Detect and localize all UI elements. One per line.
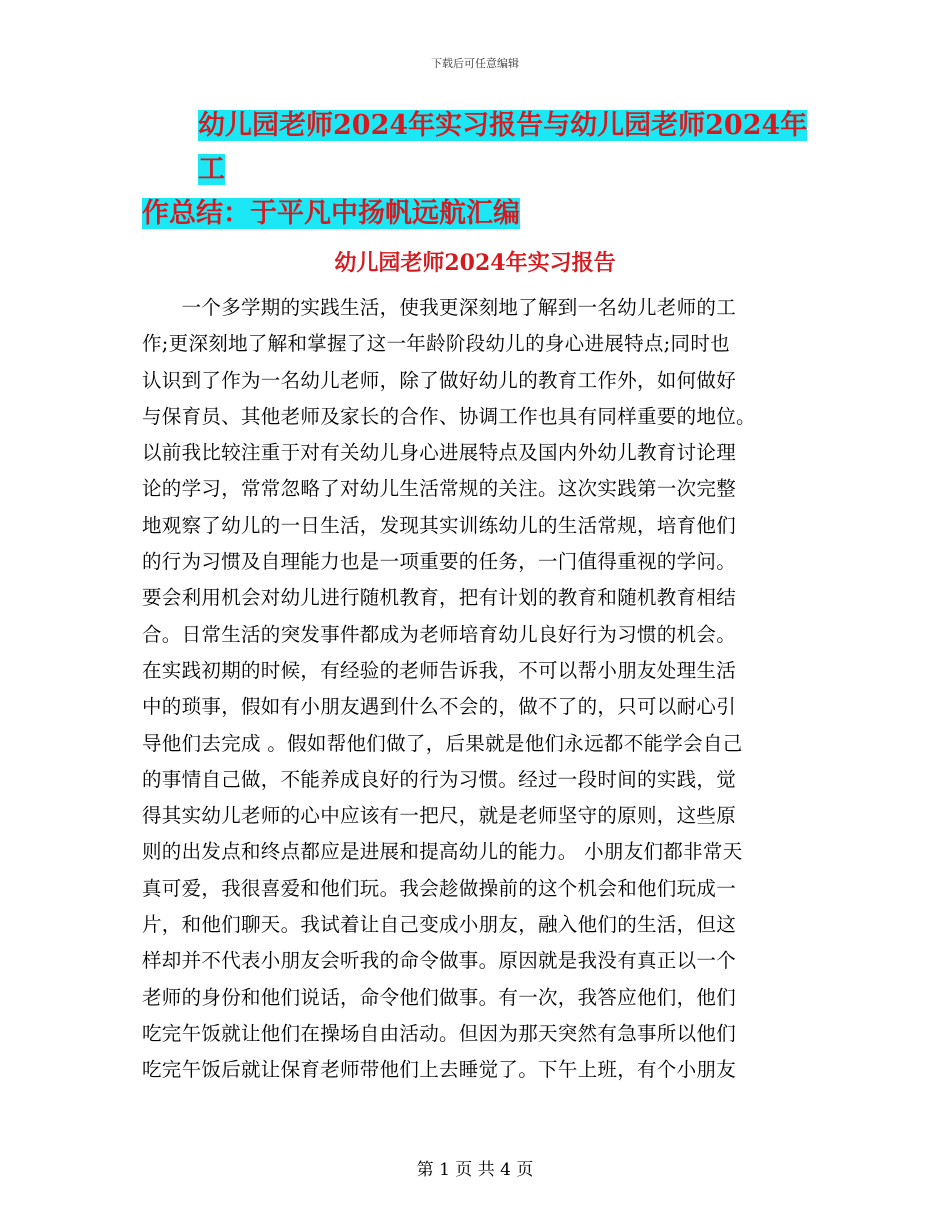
body-line: 以前我比较注重于对有关幼儿身心进展特点及国内外幼儿教育讨论理 <box>142 441 737 465</box>
section-title: 幼儿园老师2024年实习报告 <box>334 250 616 276</box>
title-line-2 <box>142 192 822 236</box>
body-line: 一个多学期的实践生活，使我更深刻地了解到一名幼儿老师的工 <box>142 296 737 319</box>
body-line: 地观察了幼儿的一日生活，发现其实训练幼儿的生活常规，培育他们 <box>142 513 737 537</box>
body-line: 认识到了作为一名幼儿老师，除了做好幼儿的教育工作外，如何做好 <box>142 368 737 392</box>
body-line: 片，和他们聊天。我试着让自己变成小朋友，融入他们的生活，但这 <box>142 913 737 937</box>
body-text <box>142 290 810 1089</box>
body-line: 要会利用机会对幼儿进行随机教育，把有计划的教育和随机教育相结 <box>142 586 737 610</box>
body-line: 吃完午饭后就让保育老师带他们上去睡觉了。下午上班，有个小朋友 <box>142 1058 737 1082</box>
body-line: 得其实幼儿老师的心中应该有一把尺，就是老师坚守的原则，这些原 <box>142 804 737 828</box>
body-line: 样却并不代表小朋友会听我的命令做事。原因就是我没有真正以一个 <box>142 949 737 973</box>
body-line: 中的琐事，假如有小朋友遇到什么不会的，做不了的，只可以耐心引 <box>142 695 737 719</box>
title-line-1 <box>142 104 822 192</box>
body-line: 论的学习，常常忽略了对幼儿生活常规的关注。这次实践第一次完整 <box>142 477 737 501</box>
body-line: 的事情自己做，不能养成良好的行为习惯。经过一段时间的实践，觉 <box>142 767 737 791</box>
title-line-1-text: 幼儿园老师2024年实习报告与幼儿园老师2024年工 <box>198 110 808 185</box>
body-line: 则的出发点和终点都应是进展和提高幼儿的能力。 小朋友们都非常天 <box>142 840 743 864</box>
body-line: 合。日常生活的突发事件都成为老师培育幼儿良好行为习惯的机会。 <box>142 622 737 646</box>
page-footer: 第 1 页 共 4 页 <box>416 1160 534 1180</box>
body-line: 作;更深刻地了解和掌握了这一年龄阶段幼儿的身心进展特点;同时也 <box>142 332 730 356</box>
body-line: 在实践初期的时候，有经验的老师告诉我，不可以帮小朋友处理生活 <box>142 658 737 682</box>
title-line-2-text: 作总结：于平凡中扬帆远航汇编 <box>142 198 520 229</box>
body-line: 老师的身份和他们说话，命令他们做事。有一次，我答应他们，他们 <box>142 985 737 1009</box>
body-line: 与保育员、其他老师及家长的合作、协调工作也具有同样重要的地位。 <box>142 404 756 428</box>
body-line: 吃完午饭就让他们在操场自由活动。但因为那天突然有急事所以他们 <box>142 1021 737 1045</box>
header-note: 下载后可任意编辑 <box>431 57 519 70</box>
body-line: 的行为习惯及自理能力也是一项重要的任务，一门值得重视的学问。 <box>142 550 737 574</box>
body-line: 导他们去完成 。假如帮他们做了，后果就是他们永远都不能学会自己 <box>142 731 743 755</box>
document-title <box>142 104 822 236</box>
body-line: 真可爱，我很喜爱和他们玩。我会趁做操前的这个机会和他们玩成一 <box>142 876 737 900</box>
